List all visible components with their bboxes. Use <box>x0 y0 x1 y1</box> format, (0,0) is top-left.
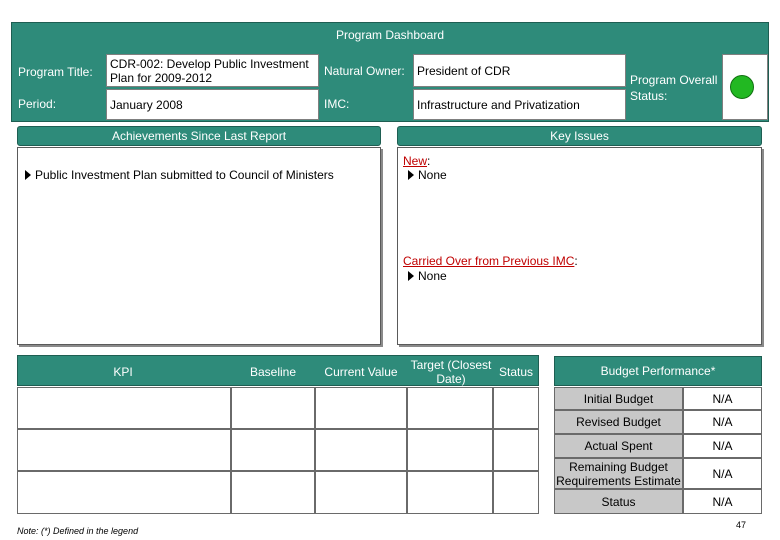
dashboard-title: Program Dashboard <box>335 28 445 42</box>
achievements-header <box>17 126 381 146</box>
page-number: 47 <box>736 520 747 530</box>
kpi-cell <box>17 471 231 514</box>
budget-row-label: Revised Budget <box>554 410 683 434</box>
budget-row-value: N/A <box>683 458 762 489</box>
bullet-triangle-icon <box>408 271 414 281</box>
kpi-cell <box>315 429 407 471</box>
program-title-value: CDR-002: Develop Public Investment Plan for 2009-2012 <box>106 54 319 87</box>
imc-label: IMC: <box>324 97 350 111</box>
kpi-cell <box>407 471 493 514</box>
budget-row-value: N/A <box>683 410 762 434</box>
kpi-cell <box>231 471 315 514</box>
kpi-cell <box>407 429 493 471</box>
new-issues-label: New: <box>403 154 431 168</box>
kpi-cell <box>231 429 315 471</box>
budget-header <box>554 356 762 386</box>
budget-row-label: Remaining Budget Requirements Estimate <box>554 458 683 489</box>
period-value: January 2008 <box>106 89 319 120</box>
budget-row-value: N/A <box>683 434 762 458</box>
budget-row-label: Status <box>554 489 683 514</box>
program-title-label: Program Title: <box>18 65 93 79</box>
key-issues-header <box>397 126 762 146</box>
baseline-col-header: Baseline <box>249 365 297 379</box>
kpi-cell <box>231 387 315 429</box>
status-col-header: Status <box>498 365 534 379</box>
bullet-triangle-icon <box>25 170 31 180</box>
key-issues-title: Key Issues <box>550 129 609 143</box>
imc-value: Infrastructure and Privatization <box>413 89 626 120</box>
kpi-cell <box>493 471 539 514</box>
kpi-col-header: KPI <box>113 365 133 379</box>
budget-row-label: Actual Spent <box>554 434 683 458</box>
overall-status-label: Program Overall Status: <box>630 73 718 103</box>
current-value-col-header: Current Value <box>324 365 398 379</box>
footer-note: Note: (*) Defined in the legend <box>17 526 139 536</box>
budget-title: Budget Performance* <box>600 364 716 378</box>
budget-row-value: N/A <box>683 387 762 410</box>
budget-row-label: Initial Budget <box>554 387 683 410</box>
new-issue-item: None <box>408 168 447 182</box>
target-col-header: Target (Closest Date) <box>410 358 492 386</box>
bullet-triangle-icon <box>408 170 414 180</box>
status-indicator-circle <box>730 75 754 99</box>
kpi-cell <box>315 387 407 429</box>
carried-issue-item: None <box>408 269 447 283</box>
key-issues-panel <box>397 147 762 345</box>
kpi-cell <box>315 471 407 514</box>
period-label: Period: <box>18 97 57 111</box>
natural-owner-label: Natural Owner: <box>324 64 405 78</box>
kpi-cell <box>17 429 231 471</box>
kpi-cell <box>493 387 539 429</box>
kpi-cell <box>493 429 539 471</box>
carried-issues-label: Carried Over from Previous IMC: <box>403 254 578 268</box>
achievements-title: Achievements Since Last Report <box>111 129 287 143</box>
kpi-cell <box>407 387 493 429</box>
budget-row-value: N/A <box>683 489 762 514</box>
natural-owner-value: President of CDR <box>413 54 626 87</box>
achievement-item: Public Investment Plan submitted to Council of Ministers <box>25 168 375 182</box>
kpi-cell <box>17 387 231 429</box>
